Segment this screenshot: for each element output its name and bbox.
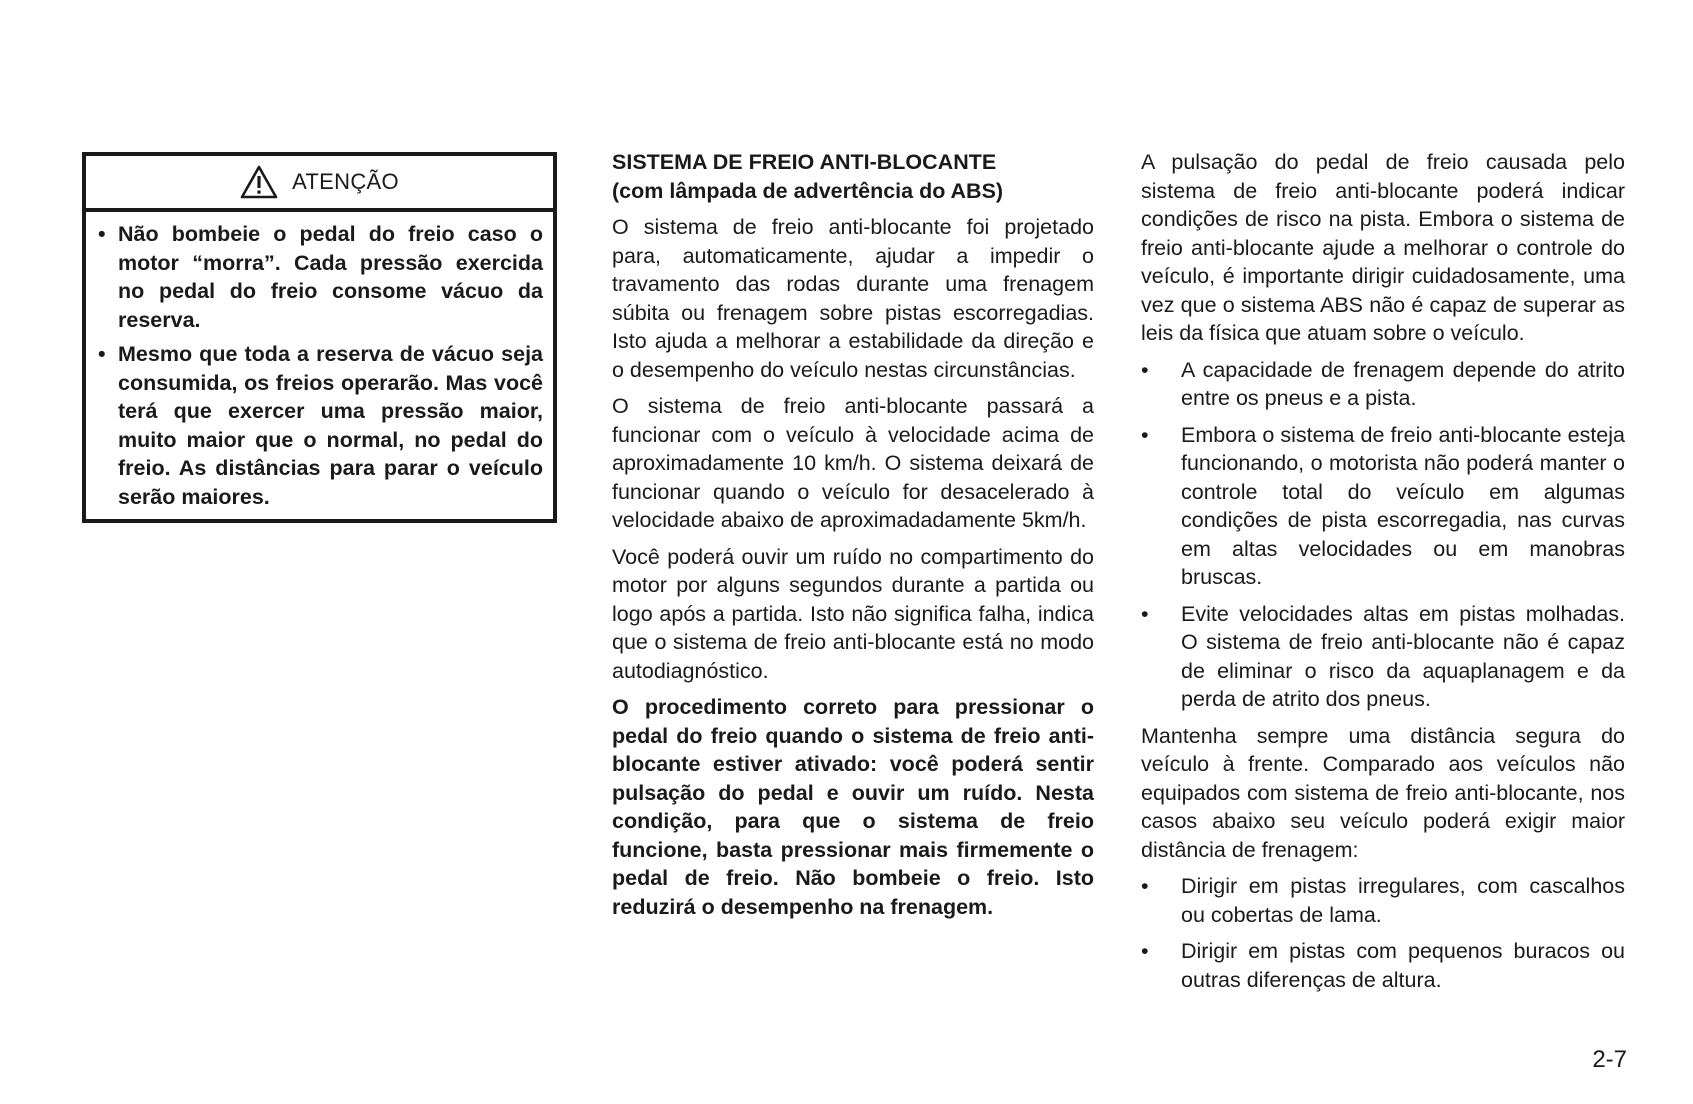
warning-item: • Mesmo que toda a reserva de vácuo seja consumida, os freios operarão. Mas você terá que exercer uma pressão maior, muito maior que o normal, no pedal do freio. As distâncias para parar o veículo serão maiores. xyxy=(98,342,543,509)
bold-paragraph: O procedimento correto para pressionar o pedal do freio quando o sistema de freio anti-blocante estiver ativado: você poderá sentir pulsação do pedal e ouvir um ruído. Nesta condição, para que o sistema de freio funcione, basta pressionar mais firmemente o pedal de freio. Não bombeie o freio. Isto reduzirá o desempenho na frenagem. xyxy=(612,695,1094,919)
bullet-list xyxy=(1141,356,1625,714)
list-item: • Dirigir em pistas irregulares, com cascalhos ou cobertas de lama. xyxy=(1141,874,1625,927)
paragraph: O sistema de freio anti-blocante passará a funcionar com o veículo à velocidade acima de aproximadamente 10 km/h. O sistema deixará de funcionar quando o veículo for desacelerado à velocidade abaixo de aproximadadamente 5km/h. xyxy=(612,394,1094,532)
warning-title: ATENÇÃO xyxy=(292,169,399,194)
paragraph: A pulsação do pedal de freio causada pelo sistema de freio anti-blocante poderá indicar condições de risco na pista. Embora o sistema de freio anti-blocante ajude a melhorar o controle do veículo, é importante dirigir cuidadosamente, uma vez que o sistema ABS não é capaz de superar as leis da física que atuam sobre o veículo. xyxy=(1141,150,1625,345)
warning-list xyxy=(86,212,553,511)
list-item: • Dirigir em pistas com pequenos buracos ou outras diferenças de altura. xyxy=(1141,939,1625,992)
section-title-line1: SISTEMA DE FREIO ANTI-BLOCANTE xyxy=(612,150,997,174)
paragraph: Você poderá ouvir um ruído no compartimento do motor por alguns segundos durante a partida ou logo após a partida. Isto não significa falha, indica que o sistema de freio anti-blocante está no modo autodiagnóstico. xyxy=(612,544,1094,683)
list-item: • A capacidade de frenagem depende do atrito entre os pneus e a pista. xyxy=(1141,357,1625,410)
section-title xyxy=(612,148,1094,205)
list-item: • Embora o sistema de freio anti-blocante esteja funcionando, o motorista não poderá manter o controle total do veículo em algumas condições de pista escorregadia, nas curvas em altas velocidades ou em manobras bruscas. xyxy=(1141,422,1625,589)
section-title-line2: (com lâmpada de advertência do ABS) xyxy=(612,178,1004,203)
warning-triangle-icon xyxy=(240,165,278,199)
warning-header xyxy=(86,156,553,212)
warning-box xyxy=(82,152,557,523)
paragraph: O sistema de freio anti-blocante foi projetado para, automaticamente, ajudar a impedir o travamento das rodas durante uma frenagem súbita ou frenagem sobre pistas escorregadias. Isto ajuda a melhorar a estabilidade da direção e o desempenho do veículo nestas circunstâncias. xyxy=(612,215,1094,382)
paragraph: Mantenha sempre uma distância segura do veículo à frente. Comparado aos veículos não equipados com sistema de freio anti-blocante, nos casos abaixo seu veículo poderá exigir maior distância de frenagem: xyxy=(1141,723,1625,862)
list-item: • Evite velocidades altas em pistas molhadas. O sistema de freio anti-blocante não é capaz de eliminar o risco da aquaplanagem e da perda de atrito dos pneus. xyxy=(1141,601,1625,711)
right-column xyxy=(1141,148,1625,1002)
page-number: 2-7 xyxy=(1592,1046,1627,1073)
bullet-list xyxy=(1141,872,1625,994)
warning-item: • Não bombeie o pedal do freio caso o motor “morra”. Cada pressão exercida no pedal do freio consome vácuo da reserva. xyxy=(98,222,543,332)
middle-column xyxy=(612,148,1094,929)
